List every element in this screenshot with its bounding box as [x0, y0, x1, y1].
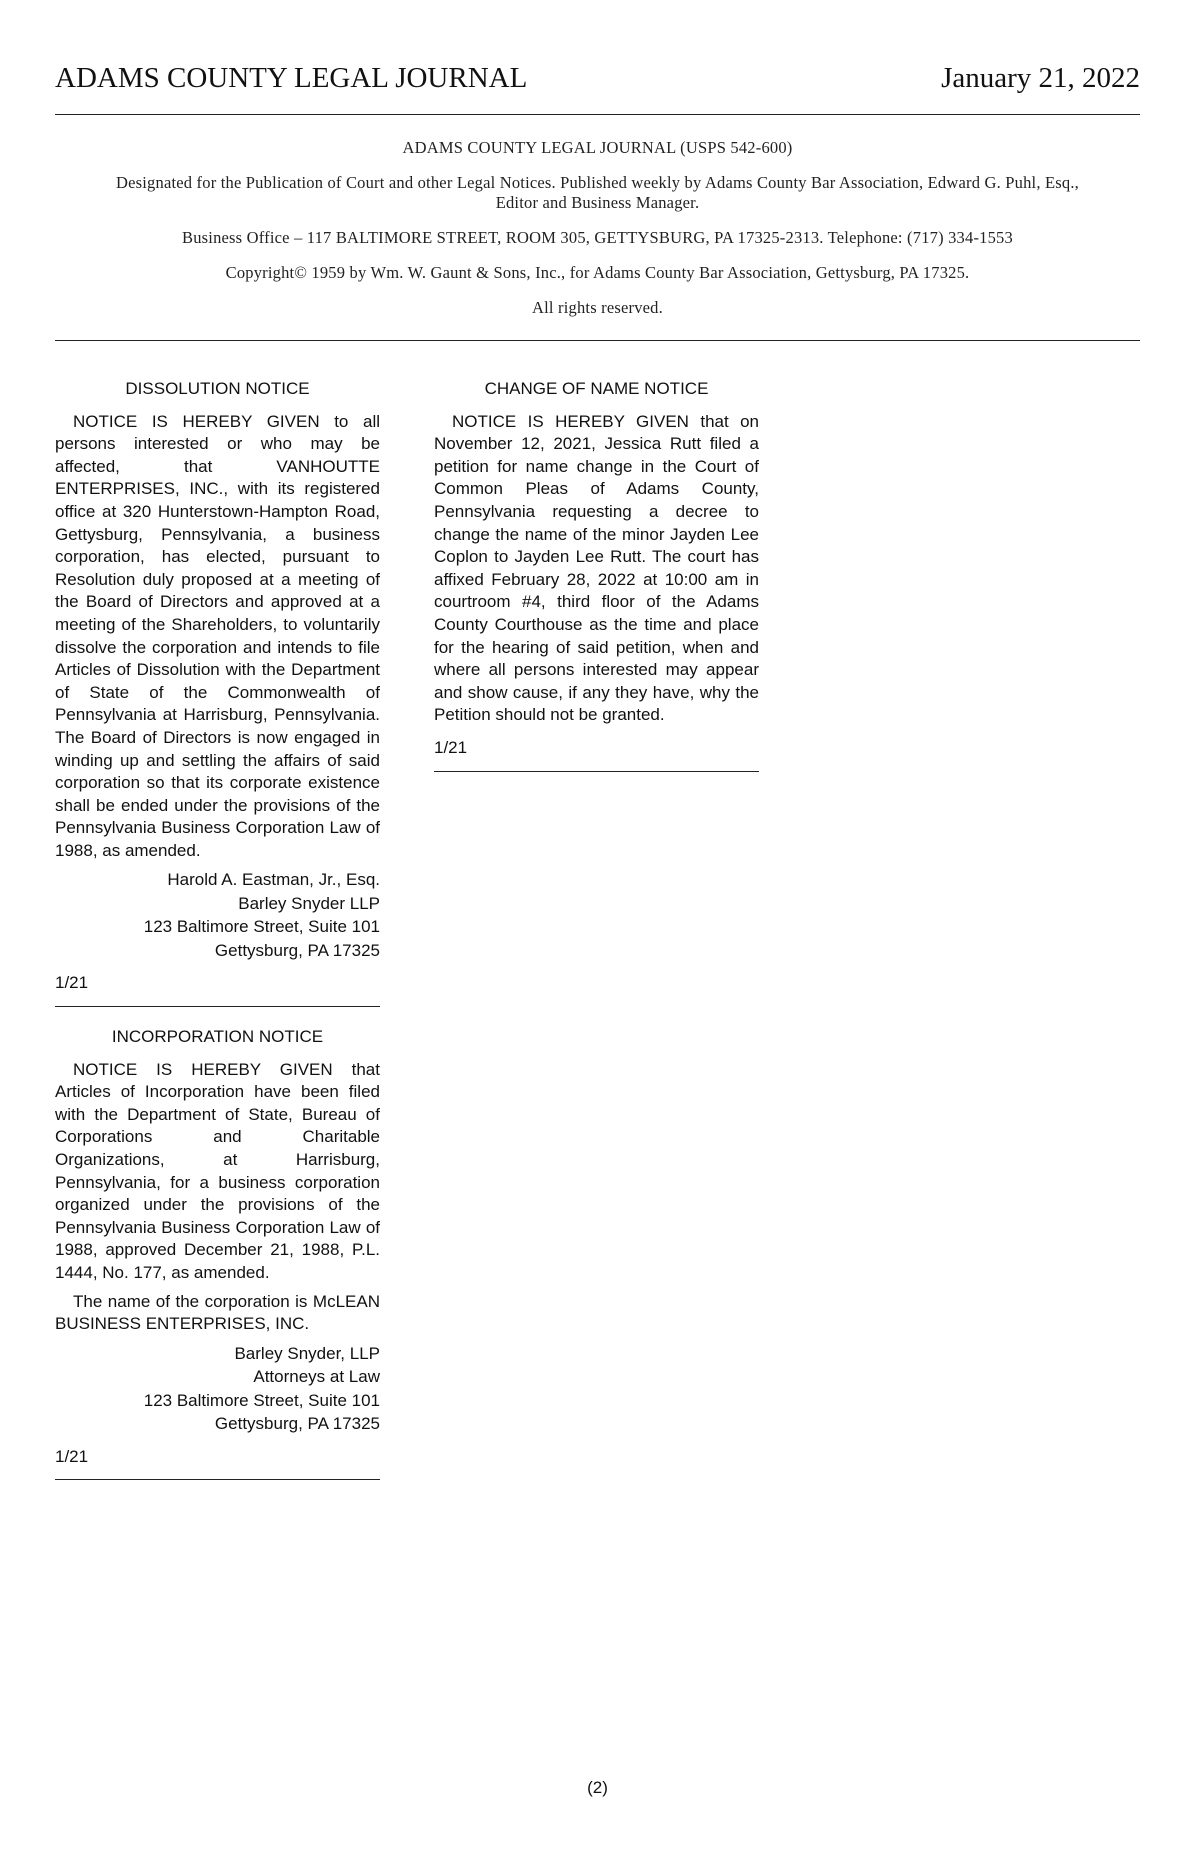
dissolution-notice-body: NOTICE IS HEREBY GIVEN to all persons interested or who may be affected, that VANHOUTTE ENTERPRISES, INC., with its registered office at 320 Hunterstown-Hampton Road, Gettysburg, Pennsylvania, a business corporation, has elected, pursuant to Resolution duly proposed at a meeting of the Board of Directors and approved at a meeting of the Shareholders, to voluntarily dissolve the corporation and intends to file Articles of Dissolution with the Department of State of the Commonwealth of Pennsylvania at Harrisburg, Pennsylvania. The Board of Directors is now engaged in winding up and settling the affairs of said corporation so that its corporate existence shall be ended under the provisions of the Pennsylvania Business Corporation Law of 1988, as amended. [55, 411, 380, 860]
masthead-designation: Designated for the Publication of Court and other Legal Notices. Published weekly by Adams County Bar Association, Edward G. Puhl, Esq., Editor and Business Manager. [116, 173, 1079, 212]
masthead-business-office: Business Office – 117 BALTIMORE STREET, ROOM 305, GETTYSBURG, PA 17325-2313. Telephone: (717) 334-1553 [182, 228, 1013, 247]
dissolution-notice [55, 378, 380, 1007]
journal-page [55, 0, 1140, 1855]
masthead [55, 138, 1140, 333]
incorporation-corporation-name: The name of the corporation is McLEAN BUSINESS ENTERPRISES, INC. [55, 1291, 380, 1334]
masthead-usps-line: ADAMS COUNTY LEGAL JOURNAL (USPS 542-600) [402, 138, 793, 157]
incorporation-notice [55, 1026, 380, 1480]
masthead-rights: All rights reserved. [532, 298, 663, 317]
signature-line: 123 Baltimore Street, Suite 101 [143, 917, 380, 937]
incorporation-notice-title: INCORPORATION NOTICE [111, 1027, 324, 1047]
change-of-name-notice-title: CHANGE OF NAME NOTICE [484, 379, 709, 398]
issue-date: January 21, 2022 [941, 62, 1140, 94]
notice-divider [55, 1479, 380, 1480]
notice-divider [55, 1006, 380, 1007]
header-rule [55, 114, 1140, 115]
signature-line: Harold A. Eastman, Jr., Esq. [167, 870, 380, 890]
change-of-name-notice [434, 378, 759, 772]
signature-line: 123 Baltimore Street, Suite 101 [143, 1390, 380, 1410]
left-column [55, 378, 380, 1499]
signature-line: Attorneys at Law [253, 1367, 380, 1387]
change-of-name-notice-date: 1/21 [434, 737, 468, 757]
incorporation-notice-date: 1/21 [55, 1446, 89, 1466]
change-of-name-notice-body: NOTICE IS HEREBY GIVEN that on November 12, 2021, Jessica Rutt filed a petition for name change in the Court of Common Pleas of Adams County, Pennsylvania requesting a decree to change the name of the minor Jayden Lee Coplon to Jayden Lee Rutt. The court has affixed February 28, 2022 at 10:00 am in courtroom #4, third floor of the Adams County Courthouse as the time and place for the hearing of said petition, when and where all persons interested may appear and show cause, if any they have, why the Petition should not be granted. [434, 411, 759, 725]
dissolution-notice-title: DISSOLUTION NOTICE [125, 379, 310, 398]
masthead-copyright: Copyright© 1959 by Wm. W. Gaunt & Sons, Inc., for Adams County Bar Association, Gettysburg, PA 17325. [225, 263, 970, 282]
incorporation-notice-body: NOTICE IS HEREBY GIVEN that Articles of Incorporation have been filed with the Department of State, Bureau of Corporations and Charitable Organizations, at Harrisburg, Pennsylvania, for a business corporation organized under the provisions of the Pennsylvania Business Corporation Law of 1988, approved December 21, 1988, P.L. 1444, No. 177, as amended. [55, 1059, 380, 1282]
journal-title: ADAMS COUNTY LEGAL JOURNAL [55, 62, 528, 94]
signature-line: Barley Snyder, LLP [234, 1343, 380, 1363]
masthead-rule [55, 340, 1140, 341]
signature-line: Barley Snyder LLP [238, 893, 380, 913]
signature-line: Gettysburg, PA 17325 [214, 940, 380, 960]
page-number: (2) [587, 1778, 608, 1797]
running-head [55, 62, 1140, 95]
dissolution-signature [55, 868, 380, 962]
notice-divider [434, 771, 759, 772]
dissolution-notice-date: 1/21 [55, 973, 89, 993]
right-column [434, 378, 759, 791]
incorporation-signature [55, 1342, 380, 1436]
signature-line: Gettysburg, PA 17325 [214, 1414, 380, 1434]
